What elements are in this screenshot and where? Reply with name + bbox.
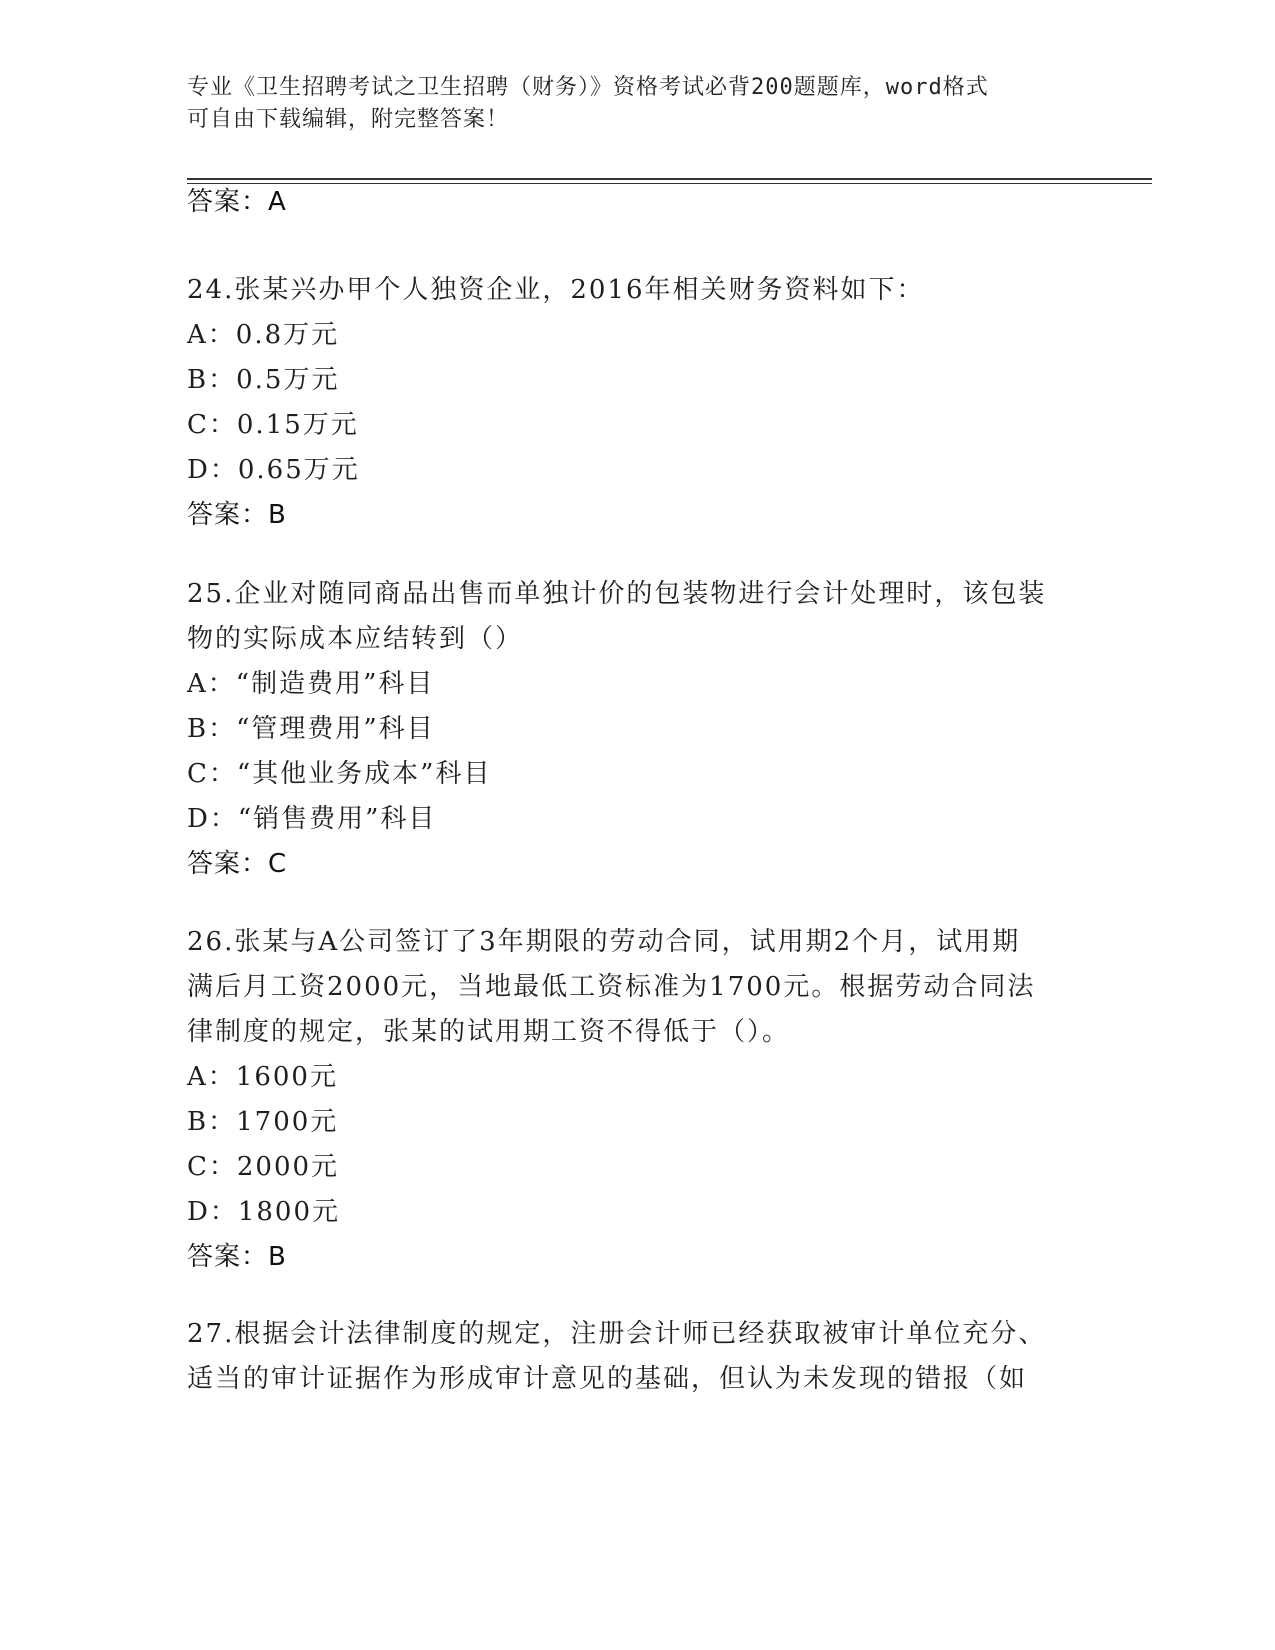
question-text: 27.根据会计法律制度的规定，注册会计师已经获取被审计单位充分、 bbox=[187, 1319, 1047, 1349]
option-a: A：“制造费用”科目 bbox=[187, 669, 435, 699]
answer-label: 答案：B bbox=[187, 500, 287, 530]
question-text: 满后月工资2000元，当地最低工资标准为1700元。根据劳动合同法 bbox=[187, 972, 1036, 1002]
question-25 bbox=[187, 572, 1077, 887]
option-c: C：“其他业务成本”科目 bbox=[187, 759, 492, 789]
option-d: D：0.65万元 bbox=[187, 455, 360, 485]
option-c: C：0.15万元 bbox=[187, 410, 359, 440]
header-line-1: 专业《卫生招聘考试之卫生招聘（财务）》资格考试必背200题题库，word格式 bbox=[187, 75, 989, 100]
prev-answer-block bbox=[187, 180, 1077, 225]
question-text: 律制度的规定，张某的试用期工资不得低于（）。 bbox=[187, 1017, 791, 1047]
option-b: B：1700元 bbox=[187, 1107, 339, 1137]
option-d: D：1800元 bbox=[187, 1197, 341, 1227]
answer-label: 答案：C bbox=[187, 849, 288, 879]
document-header bbox=[187, 72, 1067, 136]
question-27 bbox=[187, 1312, 1077, 1402]
option-a: A：1600元 bbox=[187, 1062, 338, 1092]
question-text: 26.张某与A公司签订了3年期限的劳动合同，试用期2个月，试用期 bbox=[187, 927, 1021, 957]
option-c: C：2000元 bbox=[187, 1152, 340, 1182]
option-b: B：“管理费用”科目 bbox=[187, 714, 435, 744]
question-24 bbox=[187, 268, 1077, 538]
question-26 bbox=[187, 920, 1077, 1280]
question-text: 适当的审计证据作为形成审计意见的基础，但认为未发现的错报（如 bbox=[187, 1364, 1028, 1394]
question-text: 25.企业对随同商品出售而单独计价的包装物进行会计处理时，该包装 bbox=[187, 579, 1047, 609]
question-text: 24.张某兴办甲个人独资企业，2016年相关财务资料如下： bbox=[187, 275, 925, 305]
question-text: 物的实际成本应结转到（） bbox=[187, 624, 524, 654]
answer-label: 答案：B bbox=[187, 1242, 287, 1272]
option-a: A：0.8万元 bbox=[187, 320, 340, 350]
answer-label: 答案：A bbox=[187, 187, 287, 217]
option-b: B：0.5万元 bbox=[187, 365, 340, 395]
option-d: D：“销售费用”科目 bbox=[187, 804, 437, 834]
header-line-2: 可自由下载编辑，附完整答案！ bbox=[187, 107, 510, 132]
